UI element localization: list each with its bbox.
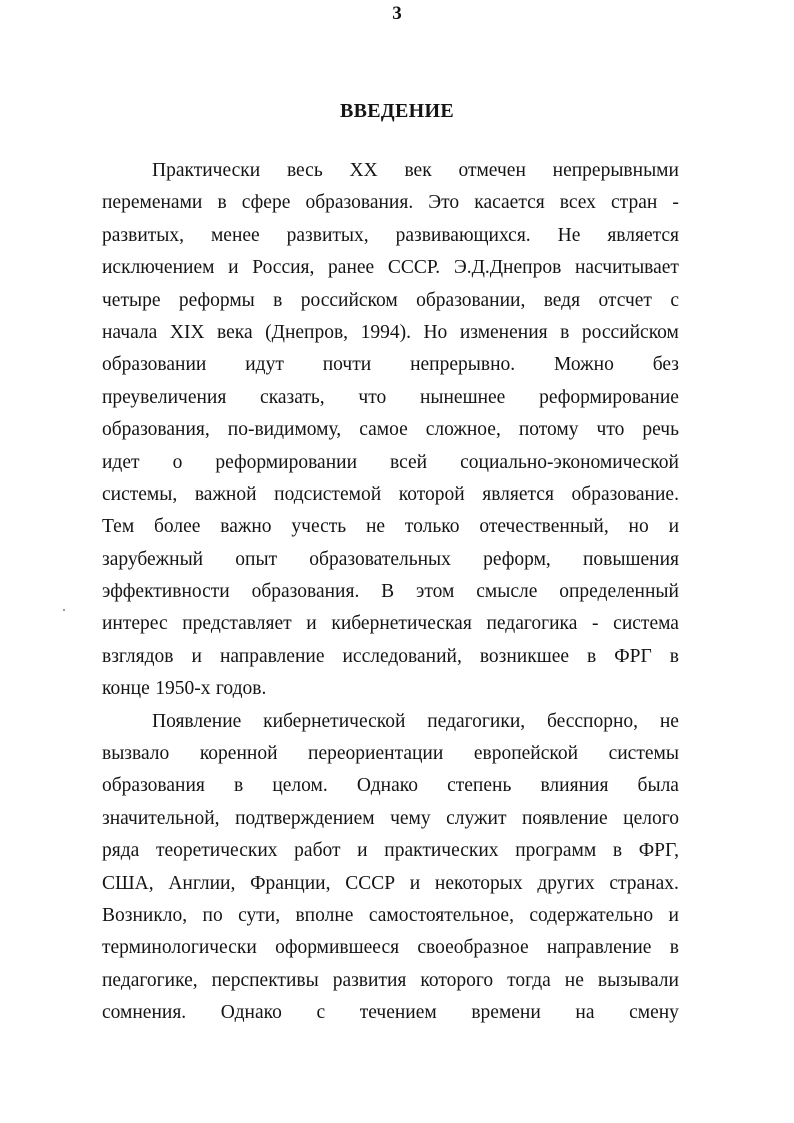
text-line: образования, по-видимому, самое сложное, потому что речь	[102, 419, 679, 441]
text-line: сомнения. Однако с течением времени на смену	[102, 1002, 679, 1024]
text-line: образования в целом. Однако степень влияния была	[102, 775, 679, 797]
text-line: взглядов и направление исследований, возникшее в ФРГ в	[102, 645, 679, 667]
text-line: конце 1950-х годов.	[102, 678, 267, 700]
body-text	[102, 155, 679, 1030]
text-line: Практически весь XX век отмечен непрерывными	[152, 160, 679, 181]
text-line: вызвало коренной переориентации европейской системы	[102, 743, 679, 765]
text-line: исключением и Россия, ранее СССР. Э.Д.Днепров насчитывает	[102, 257, 679, 279]
text-line: Возникло, по сути, вполне самостоятельное, содержательно и	[102, 904, 679, 926]
text-line: интерес представляет и кибернетическая педагогика - система	[102, 613, 679, 635]
section-heading: ВВЕДЕНИЕ	[340, 100, 454, 122]
text-line: Тем более важно учесть не только отечественный, но и	[102, 516, 679, 538]
paragraph	[102, 706, 679, 1030]
text-line: образовании идут почти непрерывно. Можно без	[102, 354, 679, 376]
text-line: начала XIX века (Днепров, 1994). Но изменения в российском	[102, 321, 679, 343]
page-number: 3	[392, 3, 402, 24]
text-line: терминологически оформившееся своеобразное направление в	[102, 937, 679, 959]
text-line: четыре реформы в российском образовании, ведя отсчет с	[102, 289, 679, 311]
text-line: эффективности образования. В этом смысле определенный	[102, 581, 679, 603]
text-line: системы, важной подсистемой которой является образование.	[102, 483, 679, 505]
text-line: идет о реформировании всей социально-экономической	[102, 451, 679, 473]
text-line: Появление кибернетической педагогики, бесспорно, не	[152, 710, 679, 732]
text-line: педагогике, перспективы развития которого тогда не вызывали	[102, 969, 679, 991]
text-line: преувеличения сказать, что нынешнее реформирование	[102, 386, 679, 408]
text-line: США, Англии, Франции, СССР и некоторых других странах.	[102, 872, 679, 894]
text-line: переменами в сфере образования. Это касается всех стран -	[102, 192, 679, 214]
text-line: зарубежный опыт образовательных реформ, повышения	[102, 548, 679, 570]
text-line: ряда теоретических работ и практических программ в ФРГ,	[102, 840, 679, 862]
text-line: значительной, подтверждением чему служит появление целого	[102, 807, 679, 829]
paragraph	[102, 155, 679, 706]
text-line: развитых, менее развитых, развивающихся. Не является	[102, 224, 679, 246]
scan-speck	[63, 609, 65, 611]
